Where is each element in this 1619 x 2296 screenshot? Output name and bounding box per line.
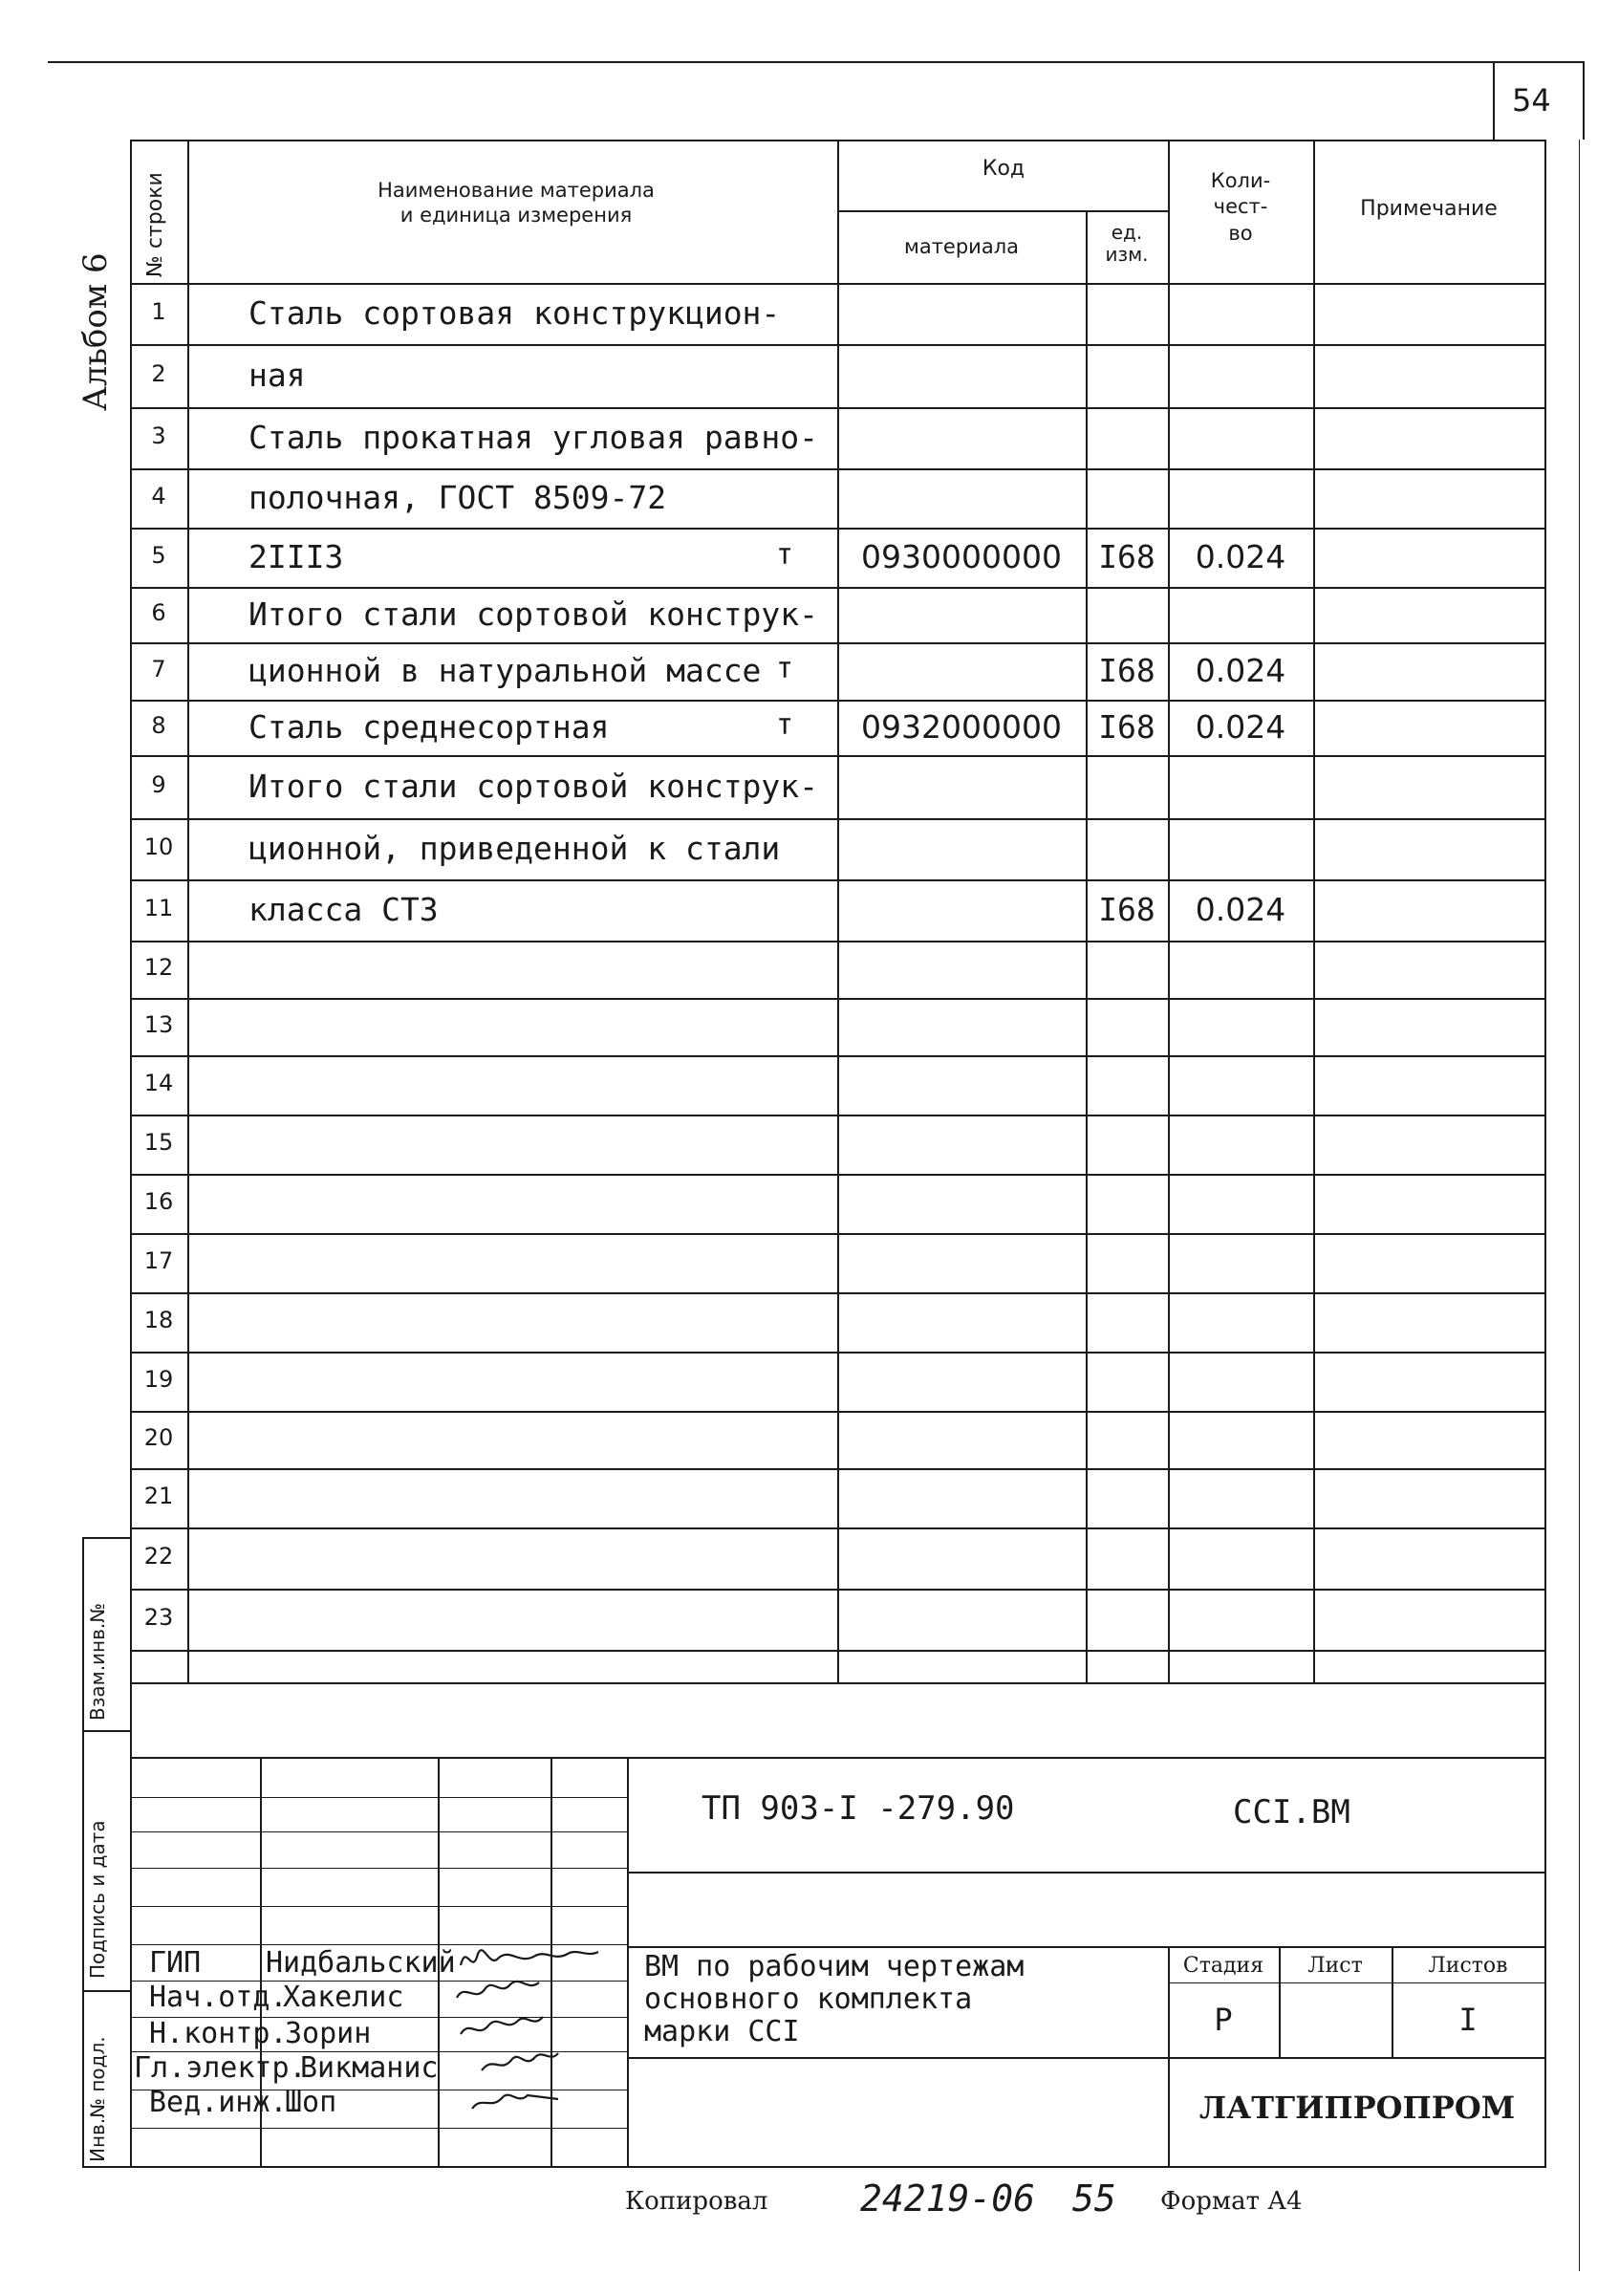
row-number: 9	[151, 771, 166, 798]
row-number: 17	[143, 1247, 174, 1274]
side-label-podpis: Подпись и дата	[86, 1820, 109, 1979]
row-number: 21	[143, 1483, 174, 1509]
row-number: 20	[143, 1424, 174, 1451]
page-number-box-right	[1583, 61, 1585, 140]
footer-number: 24219-06	[860, 2177, 1036, 2220]
row-name: Сталь среднесортная	[248, 708, 610, 746]
row-unit: т	[776, 652, 794, 685]
row-code: 0930000000	[861, 538, 1062, 575]
role-gip: ГИП	[149, 1946, 202, 1980]
row-name: ционной в натуральной массе	[248, 652, 762, 689]
row-number: 12	[143, 954, 174, 981]
organization-name: ЛАТГИПРОПРОМ	[1198, 2090, 1516, 2126]
row-number: 13	[143, 1011, 174, 1038]
name-n-kontr: Зорин	[285, 2017, 372, 2050]
sheets-value: I	[1458, 2002, 1478, 2038]
stage-label: Стадия	[1182, 1954, 1264, 1978]
top-border-line	[48, 61, 1585, 63]
row-quantity: 0.024	[1195, 891, 1286, 928]
row-number: 10	[143, 834, 174, 860]
album-label: Альбом 6	[76, 252, 115, 411]
row-unit-code: I68	[1098, 891, 1155, 928]
header-code-material: материала	[903, 235, 1019, 258]
name-gl-elektr: Викманис	[300, 2051, 439, 2085]
title-line-2: основного комплекта	[644, 1982, 973, 2016]
header-name: Наименование материала и единица измерения	[378, 179, 655, 227]
row-number: 16	[143, 1188, 174, 1215]
row-name: Итого стали сортовой конструк-	[248, 768, 819, 805]
header-row-number: № строки	[143, 172, 167, 277]
signature-icon	[443, 1937, 644, 2118]
footer-copied: Копировал	[625, 2187, 768, 2216]
row-unit-code: I68	[1098, 708, 1155, 746]
header-code: Код	[982, 157, 1025, 181]
row-number: 1	[151, 298, 166, 325]
row-quantity: 0.024	[1195, 652, 1286, 689]
footer-format: Формат А4	[1160, 2187, 1303, 2216]
row-name: Итого стали сортовой конструк-	[248, 596, 819, 633]
stage-value: Р	[1214, 2002, 1233, 2038]
row-number: 6	[151, 599, 166, 626]
row-number: 4	[151, 483, 166, 509]
row-name: полочная, ГОСТ 8509-72	[248, 479, 667, 516]
doc-code: ТП 903-I -279.90	[702, 1789, 1015, 1828]
page-number-box-left	[1493, 61, 1495, 140]
row-number: 5	[151, 542, 166, 569]
side-label-vzam: Взам.инв.№	[86, 1602, 109, 1721]
row-number: 23	[143, 1604, 174, 1631]
footer-page: 55	[1072, 2177, 1116, 2220]
role-ved-inzh: Вед.инж.	[149, 2086, 288, 2119]
sheets-label: Листов	[1428, 1954, 1508, 1978]
row-unit-code: I68	[1098, 538, 1155, 575]
sheet-label: Лист	[1307, 1954, 1363, 1978]
role-n-kontr: Н.контр.	[149, 2017, 288, 2050]
page-number: 54	[1512, 82, 1551, 119]
role-nach-otd: Нач.отд.	[149, 1981, 288, 2014]
row-number: 22	[143, 1543, 174, 1570]
side-label-inv: Инв.№ подл.	[86, 2036, 109, 2162]
row-name: ционной, приведенной к стали	[248, 830, 781, 867]
row-number: 11	[143, 895, 174, 921]
row-quantity: 0.024	[1195, 538, 1286, 575]
title-line-3: марки ССI	[644, 2015, 800, 2048]
row-number: 15	[143, 1129, 174, 1156]
row-number: 7	[151, 656, 166, 682]
row-name: ная	[248, 357, 306, 394]
row-number: 18	[143, 1307, 174, 1333]
row-name: Сталь прокатная угловая равно-	[248, 419, 819, 456]
row-name: 2III3	[248, 538, 344, 575]
name-ved-inzh: Шоп	[285, 2086, 337, 2119]
row-unit-code: I68	[1098, 652, 1155, 689]
row-quantity: 0.024	[1195, 708, 1286, 746]
row-code: 0932000000	[861, 708, 1062, 746]
row-number: 8	[151, 712, 166, 739]
row-number: 19	[143, 1366, 174, 1393]
right-edge-line	[1579, 140, 1580, 2271]
row-unit: т	[776, 538, 794, 572]
header-code-unit: ед. изм.	[1105, 221, 1149, 266]
header-quantity: Коли- чест- во	[1210, 169, 1271, 245]
row-unit: т	[776, 708, 794, 742]
row-number: 2	[151, 360, 166, 387]
row-name: Сталь сортовая конструкцион-	[248, 294, 781, 332]
title-line-1: ВМ по рабочим чертежам	[644, 1950, 1025, 1983]
role-gl-elektr: Гл.электр.	[134, 2051, 307, 2085]
header-note: Примечание	[1360, 197, 1498, 221]
row-number: 3	[151, 422, 166, 449]
row-name: класса СТ3	[248, 891, 439, 928]
row-number: 14	[143, 1070, 174, 1096]
doc-mark: ССI.ВМ	[1233, 1793, 1350, 1831]
name-gip: Нидбальский	[266, 1946, 456, 1980]
name-nach-otd: Хакелис	[283, 1981, 404, 2014]
